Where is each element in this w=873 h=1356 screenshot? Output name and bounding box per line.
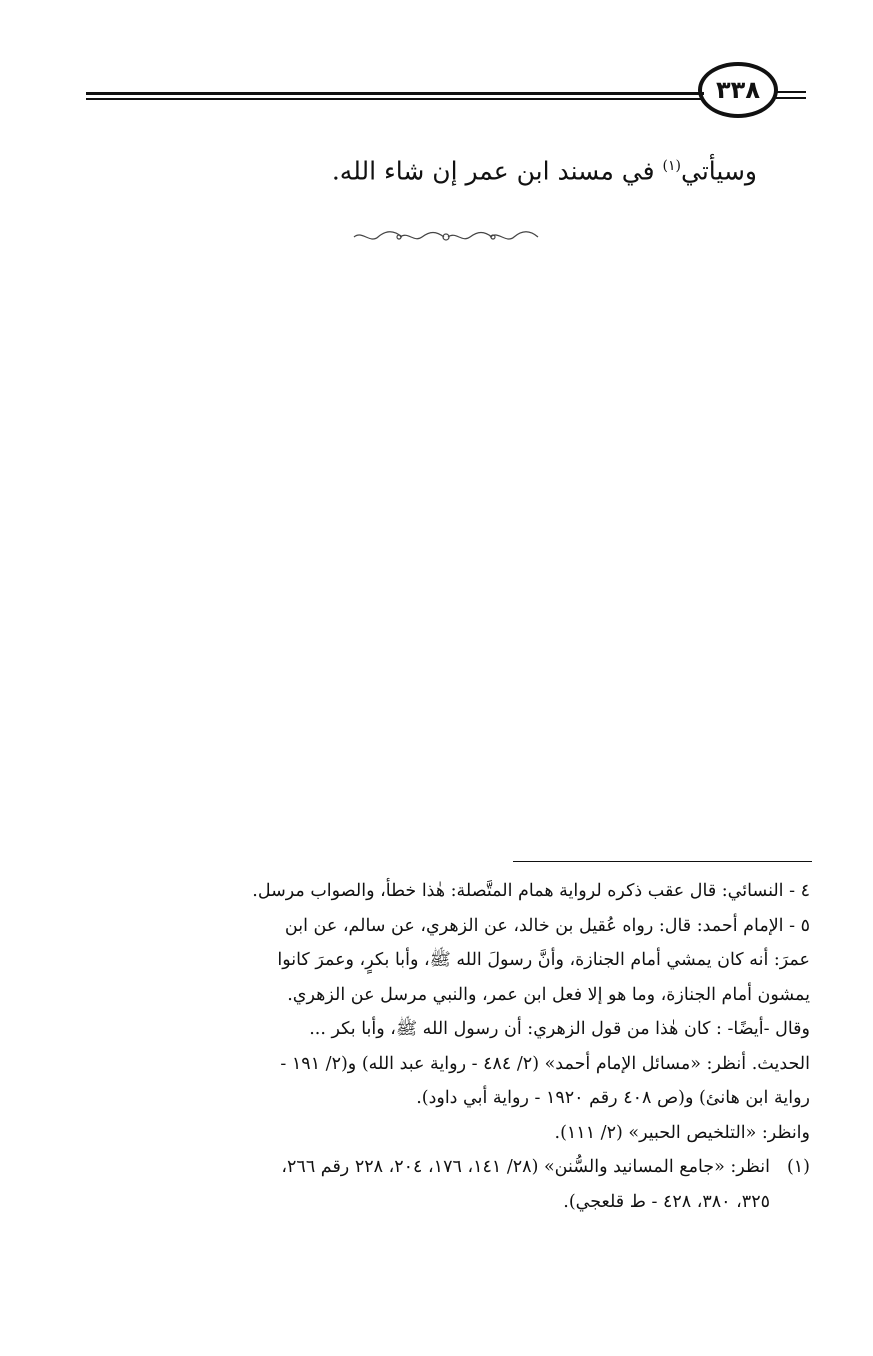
footnote-separator [513,861,812,862]
header-rule-right-bottom [776,97,806,99]
notes-block [88,874,810,1219]
page-number-badge [698,62,778,118]
footnote-number: (١) [786,1157,810,1177]
footnote-line: ٣٢٥، ٣٨٠، ٤٢٨ - ط قلعجي). [563,1191,770,1212]
footnote-line: انظر: «جامع المسانيد والسُّنن» (٢٨/ ١٤١، ١٧٦، ٢٠٤، ٢٢٨ رقم ٢٦٦، [281,1157,770,1177]
note-line: رواية ابن هانئ) و(ص ٤٠٨ رقم ١٩٢٠ - رواية أبي داود). [416,1088,810,1108]
note-line: وانظر: «التلخيص الحبير» (٢/ ١١١). [554,1122,810,1143]
main-text [157,146,757,191]
main-text-after: في مسند ابن عمر إن شاء الله. [331,156,663,186]
note-line: وقال -أيضًا- : كان هٰذا من قول الزهري: أن رسول الله ﷺ، وأبا بكر ... [309,1019,810,1039]
page-number: ٣٣٨ [716,76,760,104]
note-line: عمرَ: أنه كان يمشي أمام الجنازة، وأنَّ رسولَ الله ﷺ، وأبا بكرٍ، وعمرَ كانوا [277,950,810,970]
main-text-before: وسيأتي [681,156,757,186]
header-rule-right-top [776,91,806,93]
header-rule-bottom [86,98,704,100]
note-line: يمشون أمام الجنازة، وما هو إلا فعل ابن عمر، والنبي مرسل عن الزهري. [287,984,810,1005]
header-rule-top [86,92,704,95]
footnote-marker: (١) [662,158,682,174]
note-line: الحديث. أنظر: «مسائل الإمام أحمد» (٢/ ٤٨٤ - رواية عبد الله) و(٢/ ١٩١ - [280,1053,810,1074]
note-line: ٤ - النسائي: قال عقب ذكره لرواية همام المتَّصلة: هٰذا خطأ، والصواب مرسل. [252,881,810,901]
footnote-1 [88,1150,810,1219]
ornament-divider [352,228,540,246]
note-line: ٥ - الإمام أحمد: قال: رواه عُقيل بن خالد، عن الزهري، عن سالم، عن ابن [284,915,810,936]
